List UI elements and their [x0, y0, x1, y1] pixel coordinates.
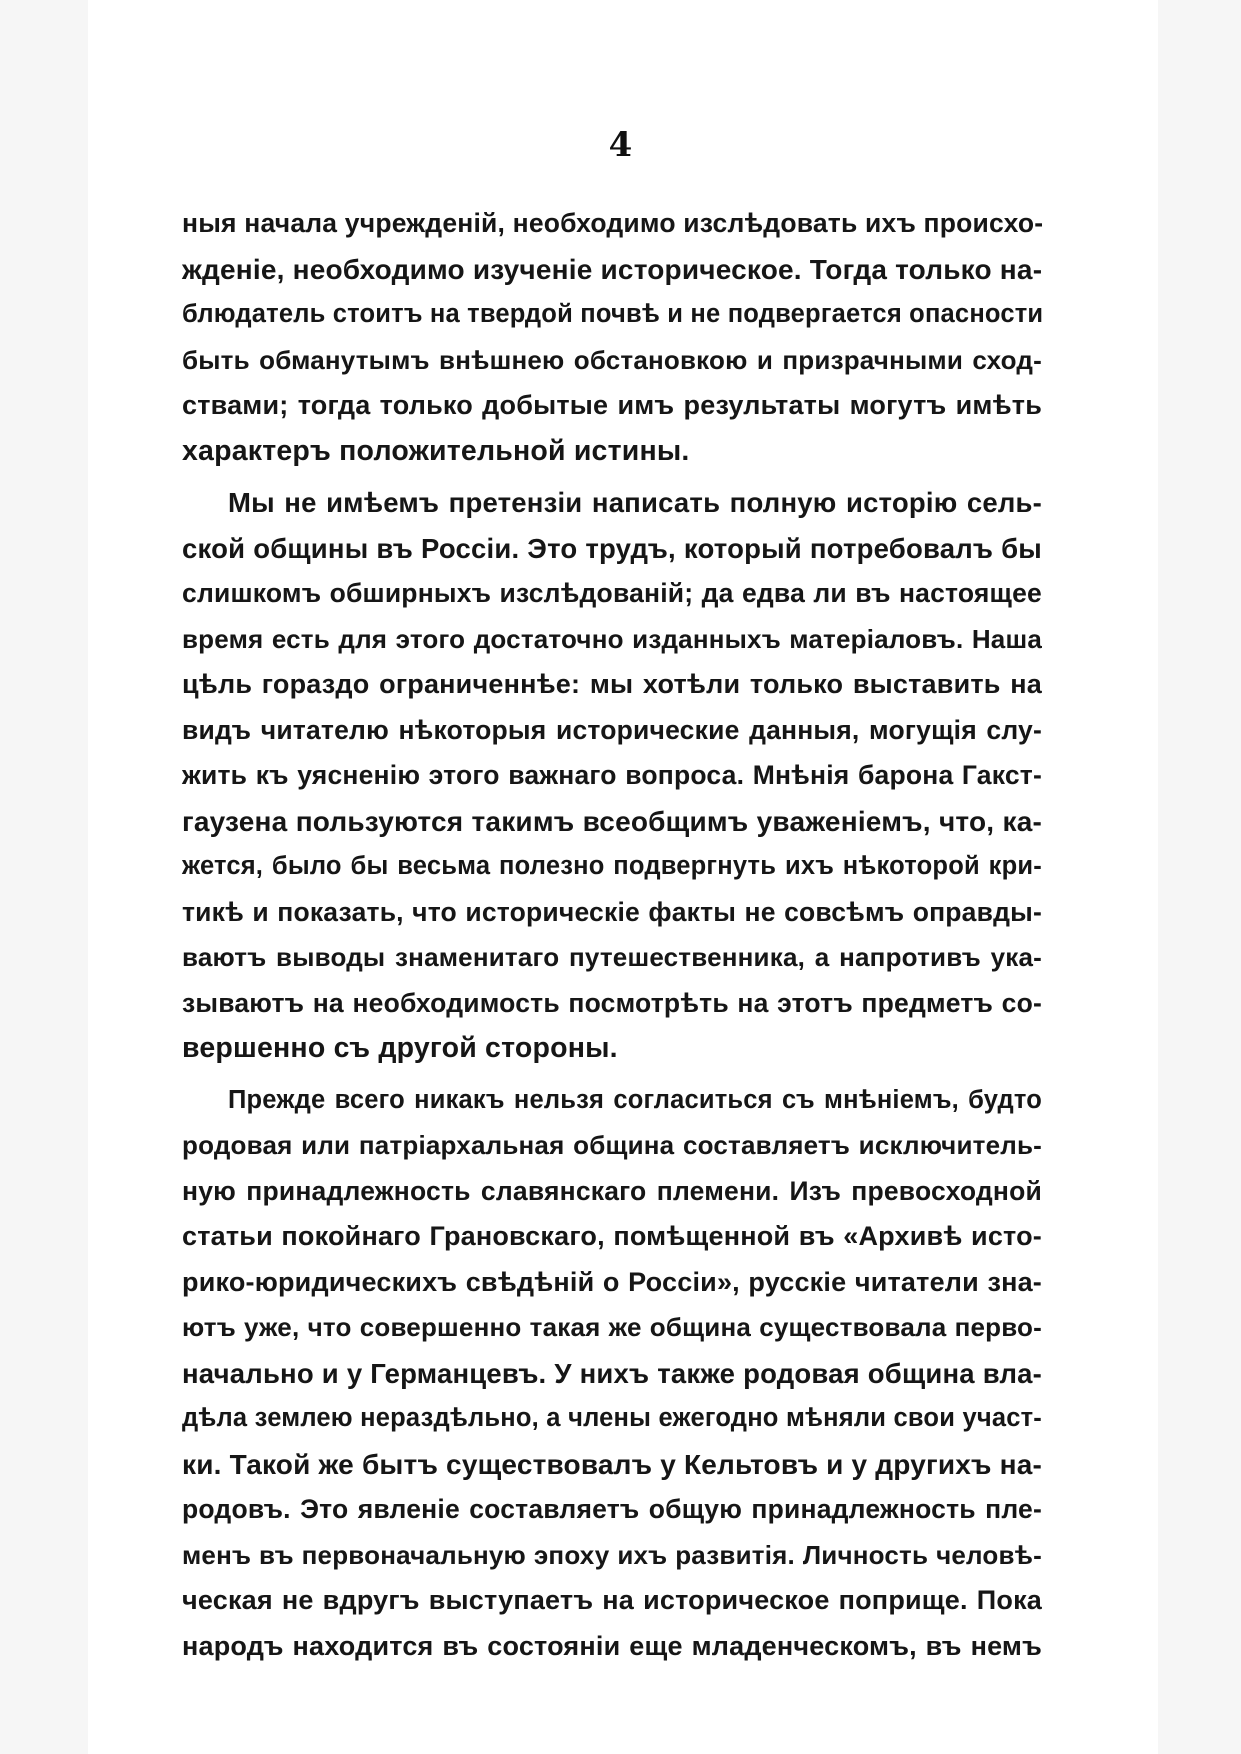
text-line: Мы не имѣемъ претензіи написать полную исторію сель-: [228, 487, 1042, 518]
text-line: вершенно съ другой стороны.: [182, 1032, 618, 1064]
text-line: дѣла землею нераздѣльно, а члены ежегодно мѣняли свои участ-: [182, 1404, 1042, 1432]
text-line: ваютъ выводы знаменитаго путешественника, а напротивъ ука-: [182, 942, 1042, 972]
text-line: менъ въ первоначальную эпоху ихъ развитія. Личность человѣ-: [182, 1539, 1042, 1570]
text-line: цѣль гораздо ограниченнѣе: мы хотѣли только выставить на: [182, 669, 1042, 699]
paragraph-1: [182, 201, 1042, 474]
text-line: ныя начала учрежденій, необходимо изслѣдовать ихъ происхо-: [182, 208, 1044, 238]
text-line: Прежде всего никакъ нельзя согласиться съ мнѣніемъ, будто: [228, 1085, 1042, 1114]
body-text: [182, 201, 1042, 1669]
text-line: начально и у Германцевъ. У нихъ также родовая община вла-: [182, 1357, 1042, 1389]
text-line: зываютъ на необходимость посмотрѣть на этотъ предметъ со-: [182, 987, 1042, 1018]
text-line: ки. Такой же бытъ существовалъ у Кельтовъ и у другихъ на-: [182, 1448, 1043, 1480]
text-line: время есть для этого достаточно изданныхъ матеріаловъ. Наша: [182, 623, 1042, 654]
page-number: 4: [608, 125, 633, 165]
paragraph-2: [182, 480, 1042, 1072]
text-line: ской общины въ Россіи. Это трудъ, который потребовалъ бы: [182, 532, 1042, 564]
text-line: ствами; тогда только добытые имъ результаты могутъ имѣть: [182, 390, 1042, 420]
text-line: гаузена пользуются такимъ всеобщимъ уваженіемъ, что, ка-: [182, 805, 1042, 837]
text-line: быть обманутымъ внѣшнею обстановкою и призрачными сход-: [182, 344, 1042, 375]
text-line: жется, было бы весьма полезно подвергнуть ихъ нѣкоторой кри-: [182, 852, 1042, 880]
text-line: ютъ уже, что совершенно такая же община существовала перво-: [182, 1312, 1042, 1342]
text-line: родовая или патріархальная община составляетъ исключитель-: [182, 1130, 1042, 1160]
paragraph-3: [182, 1078, 1042, 1670]
text-line: ную принадлежность славянскаго племени. Изъ превосходной: [182, 1175, 1042, 1206]
text-line: тикѣ и показать, что историческіе факты не совсѣмъ оправды-: [182, 896, 1042, 927]
text-line: рико-юридическихъ свѣдѣній о Россіи», русскіе читатели зна-: [182, 1266, 1042, 1297]
text-line: блюдатель стоитъ на твердой почвѣ и не подвергается опасности: [182, 300, 1044, 328]
text-line: жденіе, необходимо изученіе историческое. Тогда только на-: [182, 253, 1043, 285]
text-line: родовъ. Это явленіе составляетъ общую принадлежность пле-: [182, 1494, 1042, 1524]
text-line: жить къ уясненію этого важнаго вопроса. Мнѣнія барона Гакст-: [182, 760, 1042, 790]
text-line: характеръ положительной истины.: [182, 434, 690, 467]
text-line: народъ находится въ состояніи еще младенческомъ, въ немъ: [182, 1630, 1042, 1661]
text-line: слишкомъ обширныхъ изслѣдованій; да едва ли въ настоящее: [182, 578, 1042, 608]
text-line: статьи покойнаго Грановскаго, помѣщенной въ «Архивѣ исто-: [182, 1221, 1042, 1251]
text-line: ческая не вдругъ выступаетъ на историческое поприще. Пока: [182, 1585, 1042, 1615]
text-line: видъ читателю нѣкоторыя исторические данныя, могущія слу-: [182, 714, 1042, 745]
